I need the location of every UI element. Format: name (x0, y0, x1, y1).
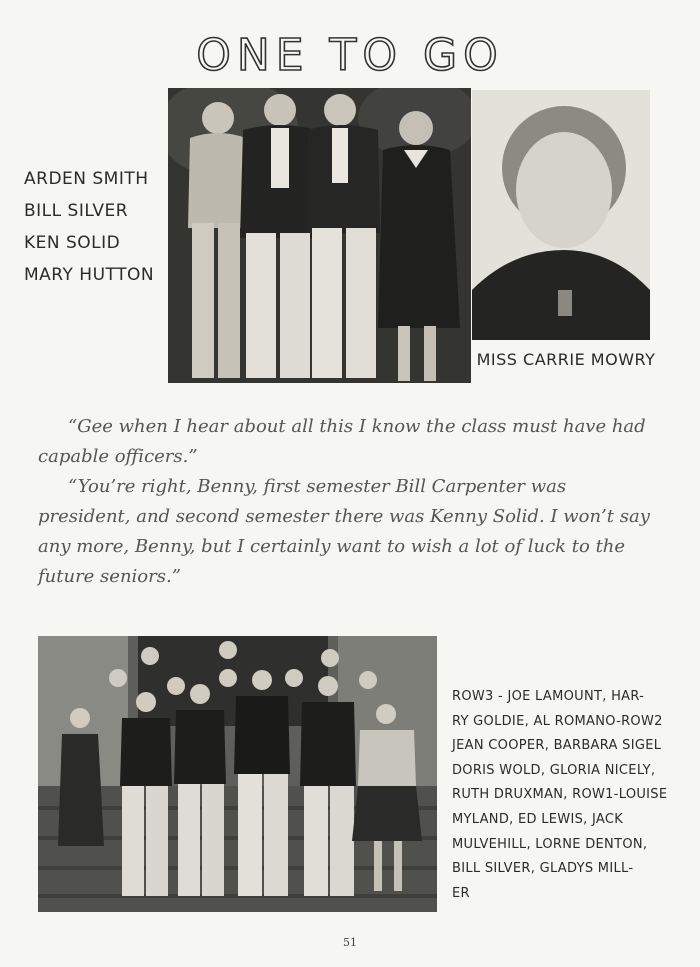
roster-line: ER (452, 885, 470, 901)
roster-line: BILL SILVER, GLADYS MILL- (452, 861, 634, 877)
officers-photo (168, 88, 471, 383)
class-group-photo (38, 636, 437, 912)
roster-line: RUTH DRUXMAN, ROW1-LOUISE (452, 787, 668, 803)
portrait-caption: MISS CARRIE MOWRY (476, 350, 656, 369)
name-label: KEN SOLID (24, 233, 121, 253)
roster-line: MULVEHILL, LORNE DENTON, (452, 836, 648, 852)
roster-line: MYLAND, ED LEWIS, JACK (452, 811, 624, 827)
name-label: ARDEN SMITH (24, 169, 149, 189)
handwritten-quote (38, 412, 650, 592)
quote-paragraph: “Gee when I hear about all this I know the class must have had capable officers.” (38, 416, 646, 467)
roster-line: JEAN COOPER, BARBARA SIGEL (452, 738, 662, 754)
roster-caption (452, 685, 672, 906)
name-label: MARY HUTTON (24, 265, 155, 285)
page-number: 51 (343, 936, 357, 949)
roster-line: ROW3 - JOE LAMOUNT, HAR- (452, 689, 645, 704)
roster-line: DORIS WOLD, GLORIA NICELY, (452, 762, 656, 778)
name-label: BILL SILVER (24, 201, 129, 221)
quote-paragraph: “You’re right, Benny, first semester Bill Carpenter was president, and second semester there was Kenny Solid. I won’t say any more, Benny, but I certainly want to wish a lot of luck to the future seniors.” (38, 476, 650, 587)
page-title: ONE TO GO (196, 30, 504, 81)
group-photo-names (24, 163, 154, 291)
portrait-photo (472, 90, 650, 340)
roster-line: RY GOLDIE, AL ROMANO-ROW2 (452, 713, 663, 729)
